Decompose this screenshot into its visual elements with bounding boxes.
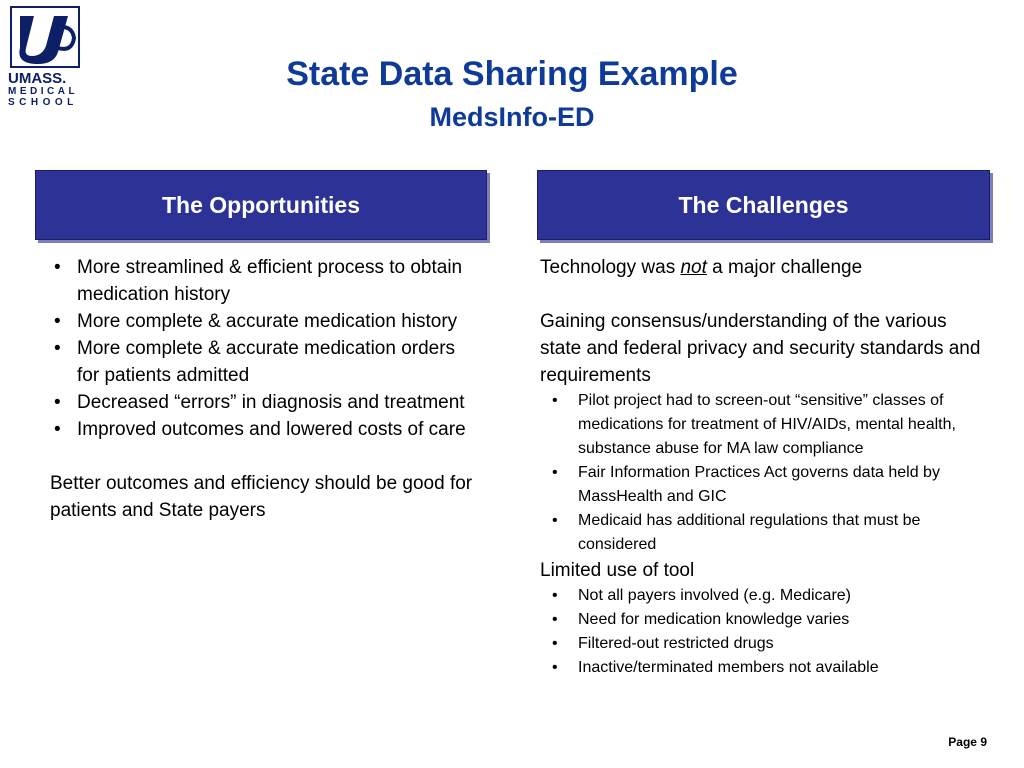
limited-use-statement: Limited use of tool (540, 560, 695, 581)
list-item: • Improved outcomes and lowered costs of care (50, 416, 480, 443)
spacer (50, 443, 480, 470)
opportunities-column (50, 254, 480, 524)
list-item: • More complete & accurate medication history (50, 308, 480, 335)
list-item: • Decreased “errors” in diagnosis and treatment (50, 389, 480, 416)
list-item: • Fair Information Practices Act governs data held by MassHealth and GIC (540, 461, 990, 509)
challenges-heading: The Challenges (678, 191, 849, 218)
opportunities-heading: The Opportunities (161, 191, 361, 218)
list-item: • Pilot project had to screen-out “sensitive” classes of medications for treatment of HIV/AIDs, mental health, substance abuse for MA law compliance (540, 389, 990, 461)
slide-title: State Data Sharing Example (286, 55, 738, 93)
consensus-list (540, 389, 990, 557)
list-item: • Filtered-out restricted drugs (540, 632, 990, 656)
page-number: Page 9 (948, 735, 987, 749)
challenges-column (540, 254, 990, 680)
consensus-statement: Gaining consensus/understanding of the various state and federal privacy and security standards and requirements (540, 311, 981, 386)
spacer (540, 281, 990, 308)
list-item: • Medicaid has additional regulations that must be considered (540, 509, 990, 557)
challenges-heading-box (537, 170, 990, 240)
opportunities-list (50, 254, 480, 443)
list-item: • More complete & accurate medication orders for patients admitted (50, 335, 480, 389)
technology-text-emphasis: not (680, 257, 707, 278)
logo-text-medical: MEDICAL (8, 86, 79, 97)
list-item: • More streamlined & efficient process to obtain medication history (50, 254, 480, 308)
technology-text-pre: Technology was (540, 257, 681, 278)
technology-statement (540, 254, 990, 281)
logo-text-school: SCHOOL (8, 97, 78, 108)
slide-subtitle: MedsInfo-ED (429, 102, 595, 132)
limited-use-list (540, 584, 990, 680)
opportunities-heading-box (35, 170, 487, 240)
list-item: • Inactive/terminated members not available (540, 656, 990, 680)
list-item: • Not all payers involved (e.g. Medicare) (540, 584, 990, 608)
technology-text-post: a major challenge (706, 257, 863, 278)
logo-text-umass: UMASS. (8, 70, 67, 87)
list-item: • Need for medication knowledge varies (540, 608, 990, 632)
opportunities-closing: Better outcomes and efficiency should be good for patients and State payers (50, 473, 473, 521)
